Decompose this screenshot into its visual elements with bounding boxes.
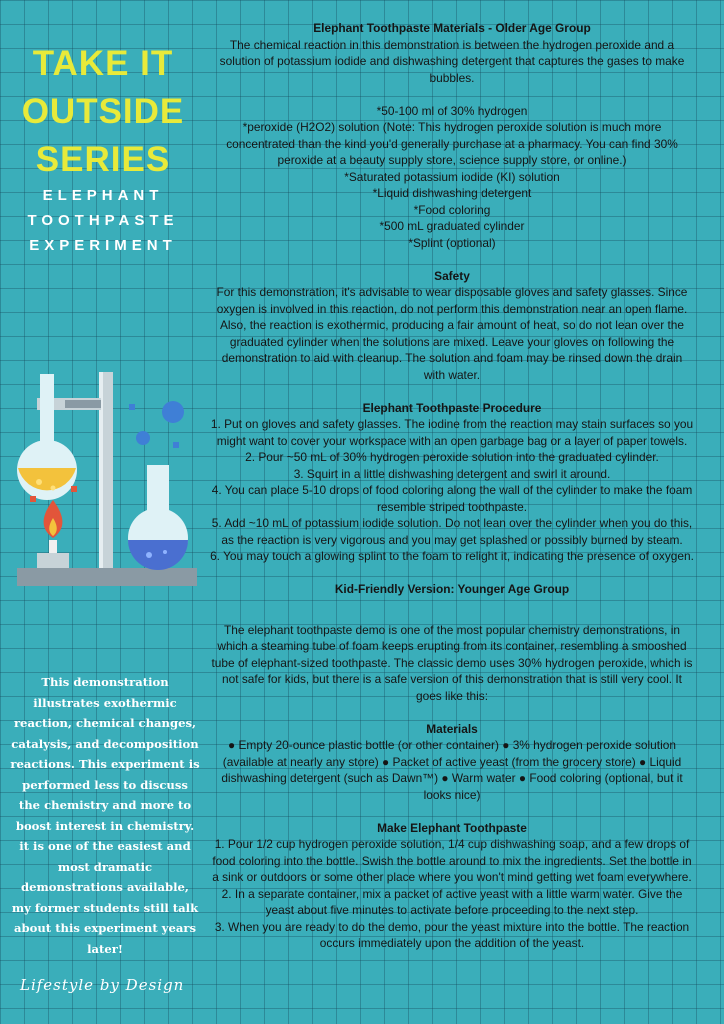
- procedure-step: 2. Pour ~50 mL of 30% hydrogen peroxide solution into the graduated cylinder.: [245, 450, 659, 464]
- procedure-step: 5. Add ~10 mL of potassium iodide solution. Do not lean over the cylinder when you do this, as the reaction is very vigorous and you may get splashed or possibly burned by steam.: [211, 516, 693, 547]
- safety-text: For this demonstration, it's advisable to wear disposable gloves and safety glasses. Since oxygen is involved in this reaction, do not perform this demonstration near an open flame. Also, the reaction is exothermic, producing a fair amount of heat, so do not lean over the graduated cylinder when the solutions are mixed. Leave your gloves on following the demonstration to aid with cleanup. The solution and foam may be rinsed down the drain with water.: [216, 285, 688, 382]
- subtitle-line: EXPERIMENT: [29, 237, 177, 254]
- bubble-icon: [136, 431, 150, 445]
- subtitle-line: ELEPHANT: [42, 187, 164, 204]
- material-item: *peroxide (H2O2) solution (Note: This hydrogen peroxide solution is much more concentrated than the kind you'd generally purchase at a pharmacy. You can find 30% peroxide at a beauty supply store, science supply store, or online.): [226, 120, 678, 167]
- main-content: [210, 20, 694, 952]
- left-sidebar: [0, 0, 205, 1024]
- procedure-steps: [210, 416, 694, 565]
- burner-flame-icon: [37, 500, 69, 568]
- material-item: *500 mL graduated cylinder: [379, 219, 525, 233]
- material-item: *Liquid dishwashing detergent: [372, 186, 532, 200]
- series-title-line: SERIES: [35, 140, 171, 179]
- series-title-line: OUTSIDE: [21, 92, 185, 131]
- bubble-icon: [162, 401, 184, 423]
- square-dot: [129, 404, 135, 410]
- make-step: 2. In a separate container, mix a packet of active yeast with a little warm water. Give the yeast about five minutes to activate before proceeding to the next step.: [221, 886, 683, 917]
- kid-version-heading: Kid-Friendly Version: Younger Age Group: [334, 582, 570, 596]
- experiment-subtitle: [12, 183, 194, 258]
- lab-base: [17, 568, 197, 586]
- round-flask-right: [128, 465, 188, 570]
- chemistry-lab-illustration: [15, 360, 200, 590]
- subtitle-line: TOOTHPASTE: [27, 212, 179, 229]
- procedure-step: 6. You may touch a glowing splint to the foam to relight it, indicating the presence of oxygen.: [210, 549, 694, 563]
- series-title-line: TAKE IT: [32, 44, 174, 83]
- procedure-step: 3. Squirt in a little dishwashing detergent and swirl it around.: [293, 466, 611, 481]
- make-steps: [210, 836, 694, 952]
- safety-heading: Safety: [434, 268, 470, 283]
- kid-materials-text: ● Empty 20-ounce plastic bottle (or other container) ● 3% hydrogen peroxide solution (available at nearly any store) ● Packet of active yeast (from the grocery store) ● Liquid dishwashing detergent (such as Dawn™) ● Warm water ● Food coloring (optional, but it looks nice): [221, 738, 683, 802]
- square-dot: [30, 496, 36, 502]
- procedure-step: 1. Put on gloves and safety glasses. The iodine from the reaction may stain surfaces so you might want to cover your workspace with an open garbage bag or a layer of paper towels.: [210, 417, 694, 448]
- sidebar-description: This demonstration illustrates exothermic reaction, chemical changes, catalysis, and decomposition reactions. This experiment is performed less to discuss the chemistry and more to boost interest in chemistry. it is one of the easiest and most dramatic demonstrations available, my former students still talk about this experiment years later!: [10, 675, 200, 956]
- procedure-heading: Elephant Toothpaste Procedure: [362, 400, 542, 415]
- procedure-step: 4. You can place 5-10 drops of food coloring along the wall of the cylinder to make the foam resemble striped toothpaste.: [211, 483, 693, 514]
- square-dot: [173, 442, 179, 448]
- material-item: *Saturated potassium iodide (KI) solution: [344, 169, 560, 184]
- make-step: 3. When you are ready to do the demo, pour the yeast mixture into the bottle. The reaction occurs immediately upon the addition of the yeast.: [214, 919, 690, 950]
- make-heading: Make Elephant Toothpaste: [377, 820, 527, 835]
- make-step: 1. Pour 1/2 cup hydrogen peroxide solution, 1/4 cup dishwashing soap, and a few drops of food coloring into the bottle. Swish the bottle around to mix the ingredients. Set the bottle in a sink or outdoors or some other place where you won't mind getting wet foam everywhere.: [212, 837, 692, 884]
- kid-materials-heading: Materials: [426, 721, 478, 736]
- materials-older-intro: The chemical reaction in this demonstration is between the hydrogen peroxide and a solution of potassium iodide and dishwashing detergent that captures the gases to make bubbles.: [219, 37, 685, 85]
- materials-older-heading: Elephant Toothpaste Materials - Older Age Group: [313, 21, 591, 35]
- material-item: *Splint (optional): [408, 235, 496, 250]
- signature: Lifestyle by Design: [20, 976, 185, 994]
- series-title: [12, 40, 194, 184]
- square-dot: [71, 486, 77, 492]
- material-item: *50-100 ml of 30% hydrogen: [376, 103, 528, 118]
- material-item: *Food coloring: [413, 202, 491, 217]
- round-flask-left: [17, 374, 77, 500]
- kid-version-intro: The elephant toothpaste demo is one of the most popular chemistry demonstrations, in which a steaming tube of foam keeps erupting from its container, resembling a smooshed tube of elephant-sized toothpaste. The classic demo uses 30% hydrogen peroxide, which is not safe for kids, but there is a safe version of this demonstration that is still very cool. It goes like this:: [211, 622, 693, 703]
